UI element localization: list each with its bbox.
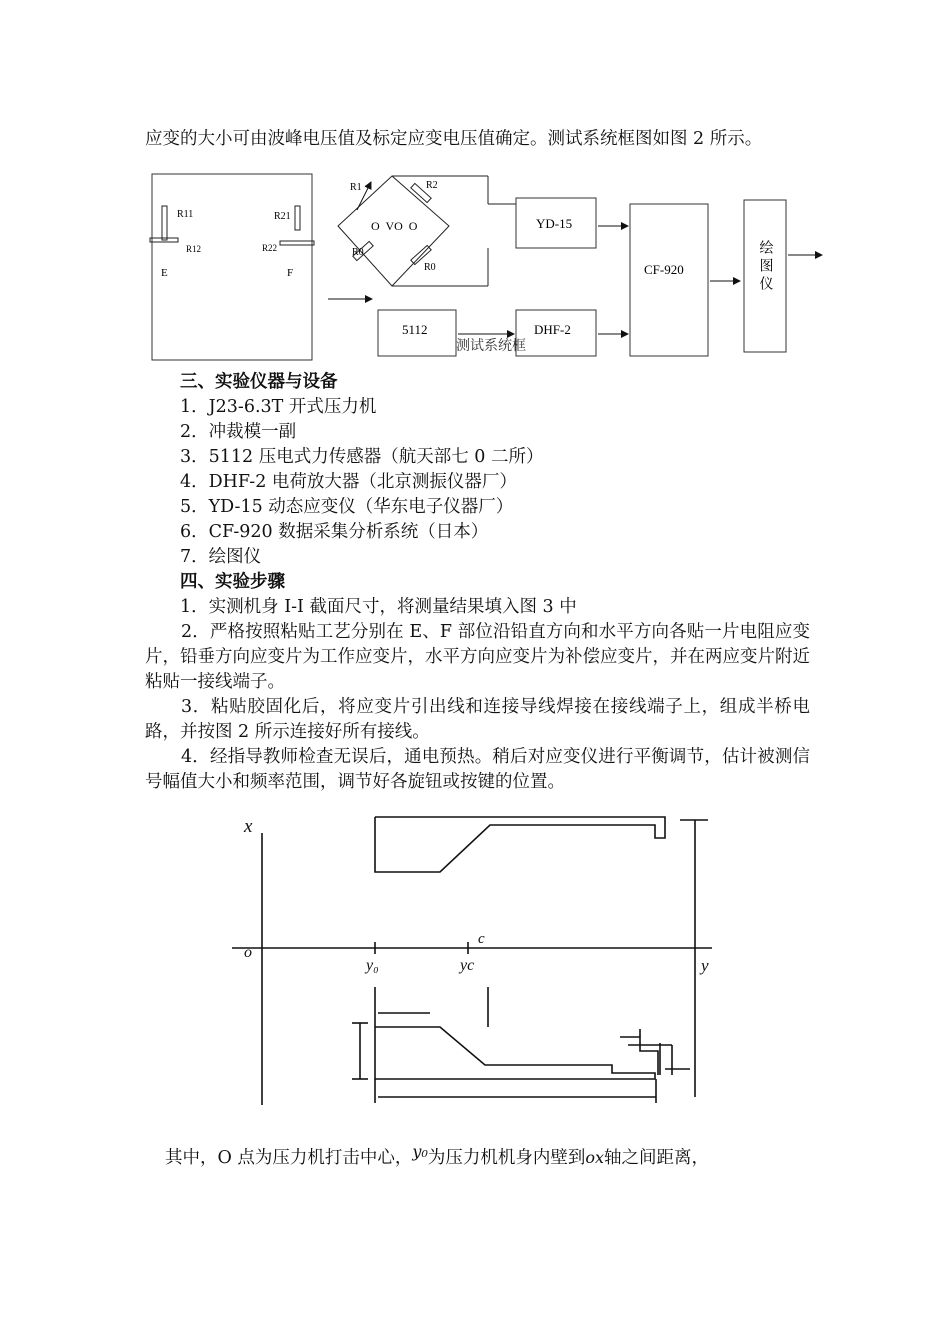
b5112-label: 5112 — [402, 322, 428, 337]
label-vo: O VO O — [371, 219, 418, 233]
label-r0b: R0 — [424, 262, 436, 273]
yd15-label: YD-15 — [536, 216, 573, 231]
equipment-item: 6．CF-920 数据采集分析系统（日本） — [180, 522, 489, 542]
cross-section-sketch — [0, 805, 950, 1125]
label-r0a: R0 — [352, 247, 364, 258]
section4-title: 四、实验步骤 — [180, 572, 285, 592]
origin-label: o — [244, 944, 252, 961]
label-r22: R22 — [262, 243, 278, 253]
yc-label: yc — [460, 957, 475, 974]
step-3: 3．粘贴胶固化后，将应变片引出线和连接导线焊接在接线端子上，组成半桥电路，并按图 2 所示连接好所有接线。 — [145, 697, 810, 742]
cf920-block — [630, 204, 708, 356]
label-e: E — [161, 267, 168, 279]
y0-symbol: y₀ — [412, 1142, 428, 1161]
y0-label: y₀ — [366, 957, 379, 974]
label-r12: R12 — [186, 244, 202, 254]
centroid-label: c — [478, 931, 485, 947]
label-r11: R11 — [177, 209, 194, 220]
label-r1: R1 — [350, 182, 362, 193]
equipment-item: 2．冲裁模一副 — [180, 422, 297, 442]
gauge-r11-strip — [162, 206, 167, 240]
bottom-text-start: 其中，O 点为压力机打击中心， — [165, 1148, 413, 1168]
caption-fragment: 测试系统框 — [456, 339, 526, 354]
bottom-text-end: 轴之间距离， — [604, 1148, 710, 1168]
equipment-item: 5．YD-15 动态应变仪（华东电子仪器厂） — [180, 497, 514, 517]
gauge-r21-strip — [295, 206, 300, 230]
dhf2-label: DHF-2 — [534, 322, 571, 337]
label-r21: R21 — [274, 211, 291, 222]
test-system-diagram — [0, 0, 950, 370]
step-4: 4．经指导教师检查无误后，通电预热。稍后对应变仪进行平衡调节，估计被测信号幅值大小和频率范围，调节好各旋钮或按键的位置。 — [145, 747, 810, 792]
section3-title: 三、实验仪器与设备 — [180, 372, 338, 392]
label-f: F — [287, 267, 294, 279]
bottom-text-middle: 为压力机机身内壁到 — [427, 1148, 586, 1168]
gauge-r22-strip — [280, 241, 314, 245]
equipment-item: 3．5112 压电式力传感器（航天部七 0 二所） — [180, 447, 544, 467]
label-r2: R2 — [426, 180, 438, 191]
bottom-line — [165, 1142, 710, 1170]
y-axis-label: y — [701, 956, 709, 975]
equipment-item: 7．绘图仪 — [180, 547, 262, 567]
intro-text: 应变的大小可由波峰电压值及标定应变电压值确定。测试系统框图如图 2 所示。 — [145, 129, 763, 149]
ox-symbol: ox — [585, 1148, 605, 1167]
x-axis-label: x — [244, 816, 253, 837]
step-1: 1．实测机身 I-I 截面尺寸，将测量结果填入图 3 中 — [180, 597, 577, 617]
equipment-item: 4．DHF-2 电荷放大器（北京测振仪器厂） — [180, 472, 517, 492]
plotter-label: 绘图仪 — [757, 240, 773, 294]
cf920-label: CF-920 — [644, 262, 684, 277]
step-2: 2．严格按照粘贴工艺分别在 E、F 部位沿铅直方向和水平方向各贴一片电阻应变片，铅垂方向应变片为工作应变片，水平方向应变片为补偿应变片，并在两应变片附近粘贴一接线端子。 — [145, 622, 810, 692]
equipment-item: 1．J23-6.3T 开式压力机 — [180, 397, 377, 417]
